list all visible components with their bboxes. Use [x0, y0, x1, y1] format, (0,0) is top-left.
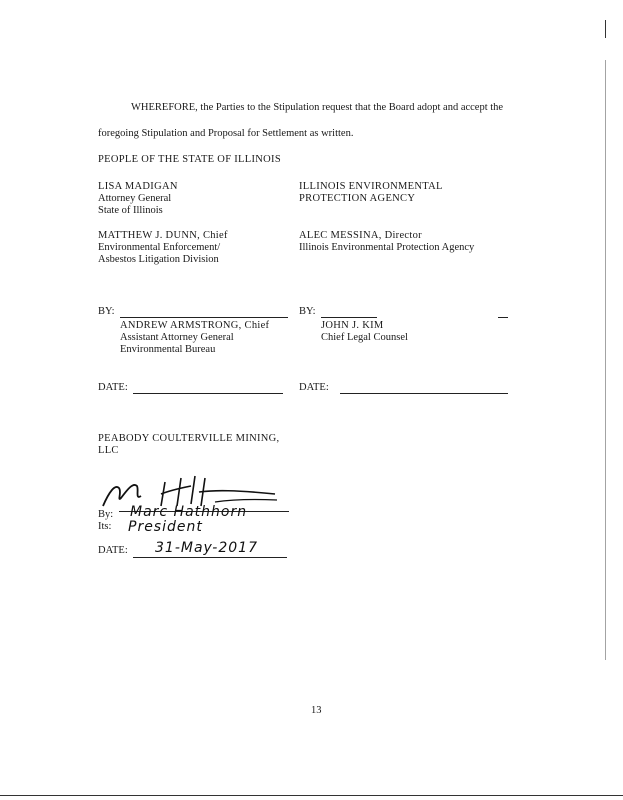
left-date-line: [133, 393, 283, 394]
attorney-general-name: LISA MADIGAN: [98, 181, 178, 192]
director-name: ALEC MESSINA, Director: [299, 230, 422, 241]
enforcement-division-line-2: Asbestos Litigation Division: [98, 254, 219, 265]
agency-name-line-2: PROTECTION AGENCY: [299, 193, 416, 204]
left-signature-line: [120, 317, 288, 318]
right-by-label: BY:: [299, 306, 316, 317]
agency-name-line-1: ILLINOIS ENVIRONMENTAL: [299, 181, 443, 192]
right-signature-line-a: [321, 317, 377, 318]
scan-edge-line-bottom: [0, 795, 623, 796]
respondent-its-value: President: [128, 519, 203, 535]
left-signer-name: ANDREW ARMSTRONG, Chief: [120, 320, 270, 331]
left-signer-title-1: Assistant Attorney General: [120, 332, 234, 343]
scan-edge-line-right: [605, 60, 606, 660]
right-signature-line-b: [498, 317, 508, 318]
preamble-line-2: foregoing Stipulation and Proposal for Settlement as written.: [98, 128, 354, 139]
page-number: 13: [311, 705, 322, 716]
right-signer-name: JOHN J. KIM: [321, 320, 384, 331]
attorney-general-state: State of Illinois: [98, 205, 163, 216]
respondent-name-line-2: LLC: [98, 445, 119, 456]
left-by-label: BY:: [98, 306, 115, 317]
respondent-by-value: Marc Hathhorn: [130, 504, 248, 520]
respondent-its-label: Its:: [98, 521, 112, 532]
preamble-line-1: WHEREFORE, the Parties to the Stipulation request that the Board adopt and accept the: [131, 102, 504, 113]
people-heading: PEOPLE OF THE STATE OF ILLINOIS: [98, 154, 281, 165]
scan-edge-mark-top: [605, 20, 606, 38]
enforcement-division-line-1: Environmental Enforcement/: [98, 242, 221, 253]
right-date-label: DATE:: [299, 382, 329, 393]
right-date-line: [340, 393, 508, 394]
respondent-date-line: [133, 557, 287, 558]
respondent-name-line-1: PEABODY COULTERVILLE MINING,: [98, 433, 280, 444]
director-agency: Illinois Environmental Protection Agency: [299, 242, 475, 253]
respondent-date-label: DATE:: [98, 545, 128, 556]
left-signer-title-2: Environmental Bureau: [120, 344, 216, 355]
respondent-date-value: 31-May-2017: [155, 540, 258, 556]
respondent-by-label: By:: [98, 509, 114, 520]
attorney-general-title: Attorney General: [98, 193, 172, 204]
enforcement-chief-name: MATTHEW J. DUNN, Chief: [98, 230, 228, 241]
right-signer-title: Chief Legal Counsel: [321, 332, 408, 343]
left-date-label: DATE:: [98, 382, 128, 393]
